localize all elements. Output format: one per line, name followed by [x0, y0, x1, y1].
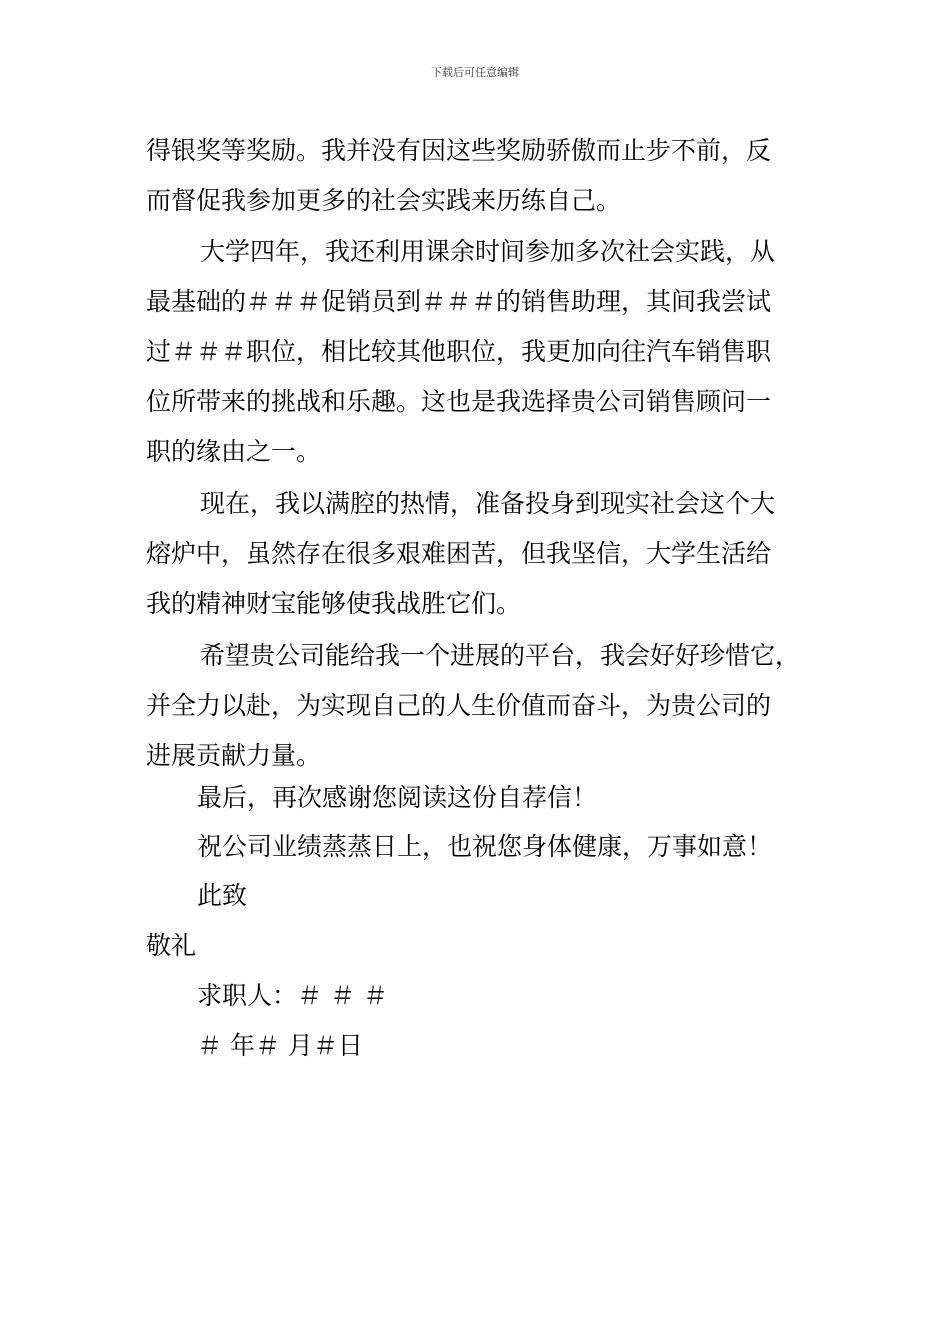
page-header: 下载后可任意编辑: [431, 66, 519, 79]
paragraph-4-line-3: 进展贡献力量。: [146, 741, 322, 770]
letter-body: [146, 126, 836, 781]
date-line: ＃ 年＃ 月＃日: [197, 1031, 363, 1060]
paragraph-4-line-2: 并全力以赴，为实现自己的人生价值而奋斗，为贵公司的: [146, 691, 772, 720]
closing-regards: 敬礼: [146, 931, 197, 960]
paragraph-4-line-1: 希望贵公司能给我一个进展的平台，我会好好珍惜它，: [200, 641, 801, 670]
closing-wishes: 祝公司业绩蒸蒸日上，也祝您身体健康，万事如意！: [197, 832, 773, 861]
paragraph-1-line-2: 而督促我参加更多的社会实践来历练自己。: [146, 186, 622, 215]
paragraph-2-line-1: 大学四年，我还利用课余时间参加多次社会实践，从: [200, 237, 776, 266]
paragraph-3-line-1: 现在，我以满腔的热情，准备投身到现实社会这个大: [200, 489, 776, 518]
closing-thanks: 最后，再次感谢您阅读这份自荐信！: [197, 783, 598, 812]
paragraph-3-line-3: 我的精神财宝能够使我战胜它们。: [146, 589, 522, 618]
paragraph-2-line-2: 最基础的＃＃＃促销员到＃＃＃的销售助理，其间我尝试: [146, 287, 772, 316]
paragraph-2-line-4: 位所带来的挑战和乐趣。这也是我选择贵公司销售顾问一: [146, 387, 772, 416]
paragraph-3-line-2: 熔炉中，虽然存在很多艰难困苦，但我坚信，大学生活给: [146, 539, 772, 568]
paragraph-2-line-5: 职的缘由之一。: [146, 437, 322, 466]
closing-salutation: 此致: [197, 881, 248, 910]
signature-line: 求职人：＃ ＃ ＃: [197, 981, 388, 1010]
paragraph-1-line-1: 得银奖等奖励。我并没有因这些奖励骄傲而止步不前，反: [146, 136, 772, 165]
paragraph-2-line-3: 过＃＃＃职位，相比较其他职位，我更加向往汽车销售职: [146, 337, 772, 366]
